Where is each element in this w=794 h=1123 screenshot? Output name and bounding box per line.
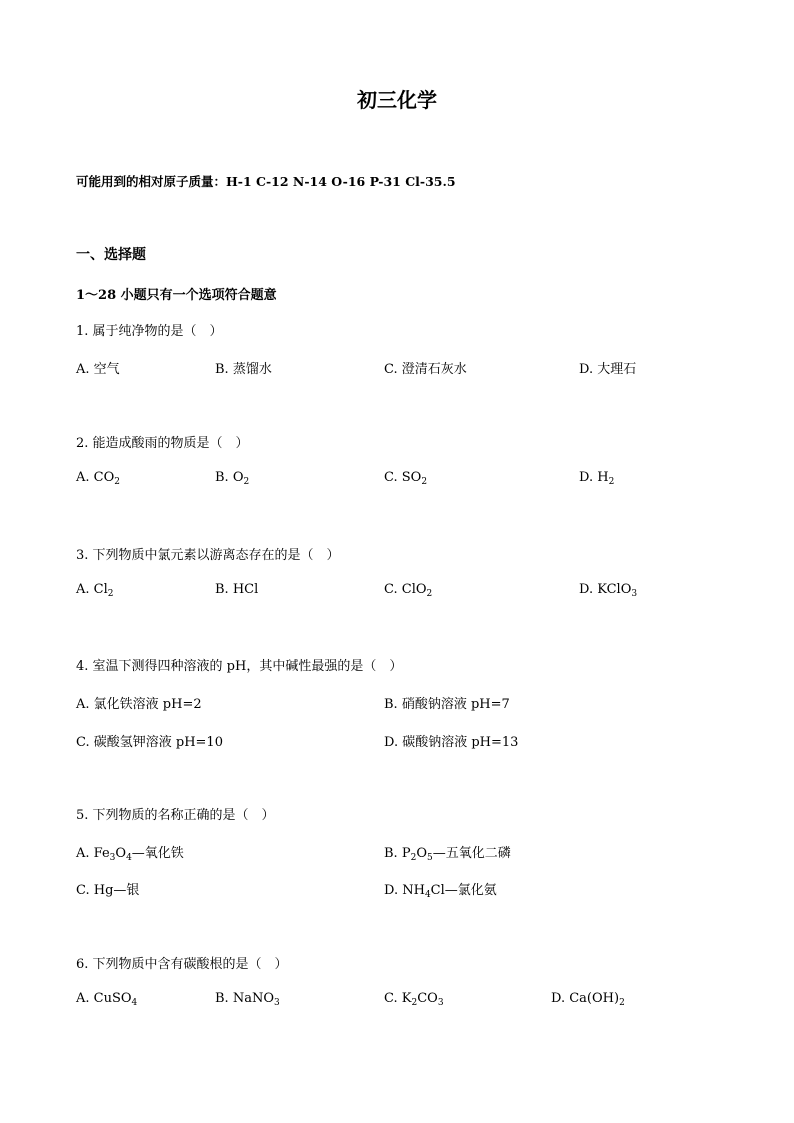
option-text: C. 碳酸氢钾溶液 pH=10 — [76, 735, 223, 750]
option-subscript: 2 — [608, 477, 615, 487]
atomic-mass-note: 可能用到的相对原子质量：H-1 C-12 N-14 O-16 P-31 Cl-35.5 — [76, 174, 456, 189]
option-subscript: 2 — [426, 589, 433, 599]
option-text: —氧化铁 — [131, 846, 184, 861]
question-option[interactable] — [76, 582, 114, 599]
option-subscript: 3 — [437, 998, 444, 1008]
option-text: D. 碳酸钠溶液 pH=13 — [384, 735, 519, 750]
option-text: O — [416, 846, 427, 861]
question-option[interactable] — [76, 731, 223, 750]
question-option[interactable] — [579, 358, 636, 377]
option-text: D. Ca(OH) — [551, 991, 620, 1006]
question-option[interactable] — [384, 470, 427, 487]
page-title: 初三化学 — [357, 88, 437, 112]
option-text: B. P — [384, 846, 411, 861]
question-option[interactable] — [76, 470, 120, 487]
option-subscript: 2 — [107, 589, 114, 599]
question-option[interactable] — [215, 358, 272, 377]
question-option[interactable] — [76, 693, 202, 712]
question-option[interactable] — [551, 991, 625, 1008]
option-subscript: 2 — [410, 853, 417, 863]
question-option[interactable] — [384, 358, 467, 377]
option-subscript: 2 — [421, 477, 428, 487]
option-subscript: 5 — [426, 853, 433, 863]
question-2-stem: 2. 能造成酸雨的物质是（ ） — [76, 436, 249, 451]
option-text: CO — [417, 991, 438, 1006]
question-option[interactable] — [579, 582, 637, 599]
option-text: Cl—氯化氨 — [430, 883, 497, 898]
question-option[interactable] — [384, 582, 432, 599]
question-option[interactable] — [76, 879, 139, 898]
question-option[interactable] — [76, 991, 137, 1008]
option-subscript: 3 — [109, 853, 116, 863]
option-text: D. 大理石 — [579, 362, 637, 377]
option-text: C. SO — [384, 470, 422, 485]
question-option[interactable] — [215, 470, 249, 487]
question-option[interactable] — [384, 731, 518, 750]
option-subscript: 3 — [631, 589, 638, 599]
option-text: A. 空气 — [76, 362, 120, 377]
option-subscript: 2 — [411, 998, 418, 1008]
option-subscript: 2 — [619, 998, 625, 1008]
option-text: B. 蒸馏水 — [215, 362, 272, 377]
question-option[interactable] — [384, 991, 444, 1008]
option-text: A. Cl — [76, 582, 108, 597]
question-option[interactable] — [384, 842, 511, 863]
option-subscript: 4 — [131, 998, 138, 1008]
option-text: C. ClO — [384, 582, 427, 597]
option-text: C. 澄清石灰水 — [384, 362, 467, 377]
option-text: A. CuSO — [76, 991, 132, 1006]
option-subscript: 2 — [114, 477, 120, 487]
option-subscript: 4 — [424, 890, 431, 900]
question-3-stem: 3. 下列物质中氯元素以游离态存在的是（ ） — [76, 548, 340, 563]
question-option[interactable] — [384, 879, 497, 900]
question-option[interactable] — [215, 582, 258, 597]
section-instruction: 1～28 小题只有一个选项符合题意 — [76, 288, 277, 303]
question-option[interactable] — [76, 358, 120, 377]
section-heading: 一、选择题 — [76, 247, 146, 263]
question-option[interactable] — [76, 842, 184, 863]
question-option[interactable] — [215, 991, 280, 1008]
option-text: B. NaNO — [215, 991, 274, 1006]
option-text: A. Fe — [76, 846, 110, 861]
question-6-stem: 6. 下列物质中含有碳酸根的是（ ） — [76, 957, 288, 972]
option-text: A. CO — [76, 470, 115, 485]
option-text: D. H — [579, 470, 609, 485]
option-text: B. HCl — [215, 582, 259, 597]
question-1-stem: 1. 属于纯净物的是（ ） — [76, 324, 223, 339]
option-text: C. K — [384, 991, 412, 1006]
option-text: A. 氯化铁溶液 pH=2 — [76, 697, 202, 712]
question-option[interactable] — [579, 470, 614, 487]
question-5-stem: 5. 下列物质的名称正确的是（ ） — [76, 808, 275, 823]
question-option[interactable] — [384, 693, 510, 712]
option-text: —五氧化二磷 — [432, 846, 511, 861]
option-text: D. KClO — [579, 582, 632, 597]
option-text: B. O — [215, 470, 244, 485]
option-text: B. 硝酸钠溶液 pH=7 — [384, 697, 510, 712]
option-text: D. NH — [384, 883, 425, 898]
option-text: C. Hg—银 — [76, 883, 140, 898]
option-text: O — [115, 846, 127, 861]
question-4-stem: 4. 室温下测得四种溶液的 pH，其中碱性最强的是（ ） — [76, 659, 403, 674]
option-subscript: 3 — [273, 998, 280, 1008]
option-subscript: 2 — [243, 477, 250, 487]
option-subscript: 4 — [126, 853, 132, 863]
